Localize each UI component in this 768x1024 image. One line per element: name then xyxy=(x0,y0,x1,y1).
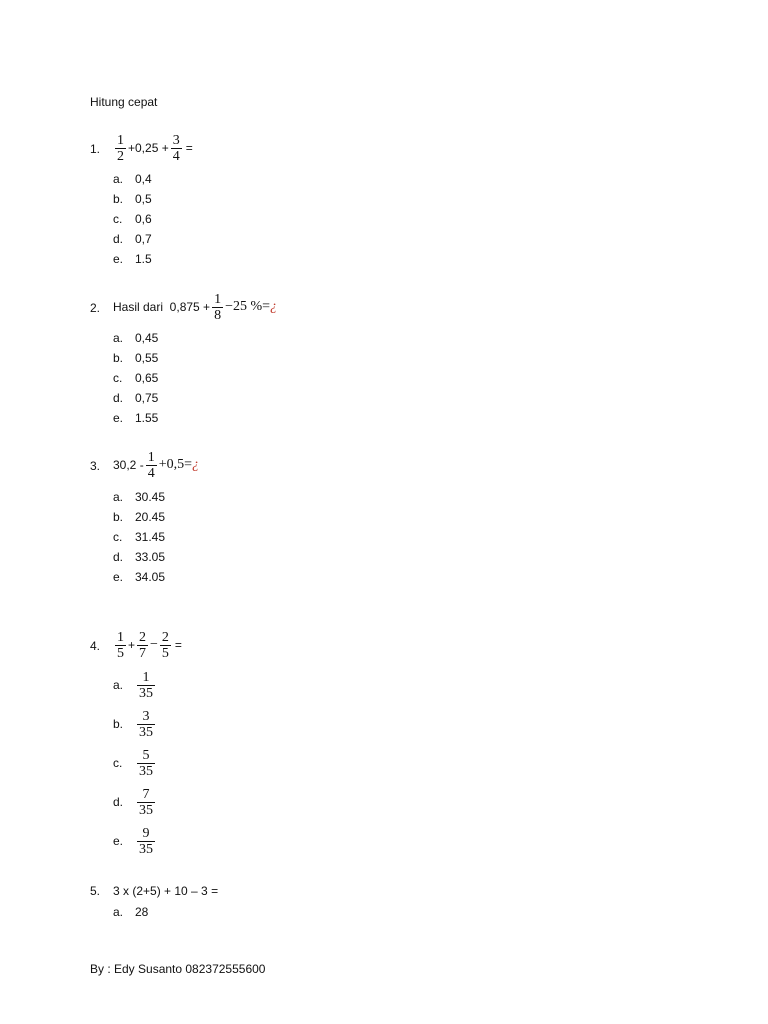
option-text: 31.45 xyxy=(135,530,166,544)
option-letter: e. xyxy=(113,570,124,584)
answer-option xyxy=(113,823,157,859)
fraction xyxy=(160,630,171,661)
option-text: 0,45 xyxy=(135,331,159,345)
answer-option xyxy=(113,706,157,742)
option-text: 30.45 xyxy=(135,490,166,504)
fraction-denominator: 35 xyxy=(139,685,153,701)
option-letter: c. xyxy=(113,530,123,544)
option-letter: c. xyxy=(113,212,123,226)
answer-option xyxy=(113,231,152,247)
answer-option xyxy=(113,251,152,267)
question-number: 1. xyxy=(90,142,101,156)
fraction-denominator: 4 xyxy=(172,148,180,164)
answer-option xyxy=(113,529,165,545)
fraction-numerator: 1 xyxy=(142,669,150,685)
answer-option xyxy=(113,509,165,525)
answer-option xyxy=(113,191,152,207)
option-text: 0,55 xyxy=(135,351,159,365)
question-expression xyxy=(113,448,199,482)
option-letter: e. xyxy=(113,834,124,848)
answer-option xyxy=(113,211,152,227)
option-text: 1.5 xyxy=(135,252,152,266)
option-text: 0,7 xyxy=(135,232,152,246)
answer-option xyxy=(113,489,165,505)
option-text: 0,4 xyxy=(135,172,152,186)
fraction xyxy=(171,133,182,164)
answer-option xyxy=(113,390,158,406)
answer-option xyxy=(113,667,157,703)
answer-option xyxy=(113,370,158,386)
option-text: 1.55 xyxy=(135,411,159,425)
fraction xyxy=(115,630,126,661)
answer-option xyxy=(113,784,157,820)
option-fraction xyxy=(137,709,155,740)
question-number: 4. xyxy=(90,639,101,653)
option-letter: c. xyxy=(113,371,123,385)
answer-option xyxy=(113,350,158,366)
fraction-numerator: 5 xyxy=(142,747,150,763)
question-expression xyxy=(113,131,193,165)
operator: − xyxy=(150,637,158,652)
fraction-denominator: 35 xyxy=(139,802,153,818)
option-letter: b. xyxy=(113,192,124,206)
option-text: 0,65 xyxy=(135,371,159,385)
answer-option xyxy=(113,745,157,781)
expression-text: +0,25 + xyxy=(128,141,169,155)
option-letter: d. xyxy=(113,391,124,405)
answer-option xyxy=(113,330,158,346)
fraction xyxy=(146,450,157,481)
equals-sign: = xyxy=(174,638,182,652)
answer-option xyxy=(113,410,158,426)
fraction-denominator: 7 xyxy=(139,645,147,661)
fraction-denominator: 5 xyxy=(117,645,124,661)
page-title: Hitung cepat xyxy=(90,95,158,109)
option-text: 34.05 xyxy=(135,570,166,584)
fraction-numerator: 3 xyxy=(142,708,150,724)
fraction-denominator: 35 xyxy=(139,763,153,779)
fraction-denominator: 5 xyxy=(161,645,169,661)
expression-text: 30,2 - xyxy=(113,458,144,472)
option-fraction xyxy=(137,748,155,779)
operator: + xyxy=(128,638,136,652)
option-fraction xyxy=(137,787,155,818)
fraction-numerator: 9 xyxy=(142,825,150,841)
option-letter: d. xyxy=(113,550,124,564)
option-letter: d. xyxy=(113,232,124,246)
fraction xyxy=(212,292,223,323)
fraction-denominator: 35 xyxy=(139,841,153,857)
fraction-denominator: 35 xyxy=(139,724,153,740)
option-letter: a. xyxy=(113,905,124,919)
expression-text: −25 %= xyxy=(225,299,271,314)
option-letter: e. xyxy=(113,252,124,266)
fraction-numerator: 2 xyxy=(161,629,169,645)
expression-text: +0,5= xyxy=(158,457,192,472)
option-letter: a. xyxy=(113,172,124,186)
question-number: 5. xyxy=(90,884,101,898)
option-letter: d. xyxy=(113,795,124,809)
fraction xyxy=(137,630,148,661)
fraction-denominator: 2 xyxy=(117,148,124,164)
question-expression xyxy=(113,628,182,662)
fraction-numerator: 2 xyxy=(139,629,147,645)
fraction-numerator: 7 xyxy=(142,786,150,802)
question-number: 3. xyxy=(90,459,101,473)
fraction xyxy=(115,133,126,164)
question-number: 2. xyxy=(90,301,101,315)
option-text: 0,5 xyxy=(135,192,152,206)
option-text: 0,6 xyxy=(135,212,152,226)
inverted-question-mark: ¿ xyxy=(191,457,199,472)
option-letter: a. xyxy=(113,331,124,345)
inverted-question-mark: ¿ xyxy=(270,299,278,314)
fraction-numerator: 3 xyxy=(172,132,180,148)
option-fraction xyxy=(137,826,155,857)
fraction-denominator: 8 xyxy=(214,307,222,323)
option-letter: b. xyxy=(113,510,124,524)
fraction-numerator: 1 xyxy=(117,629,124,645)
author-footer: By : Edy Susanto 082372555600 xyxy=(90,962,266,976)
expression-text: Hasil dari 0,875 + xyxy=(113,300,211,314)
option-letter: b. xyxy=(113,351,124,365)
fraction-numerator: 1 xyxy=(117,132,124,148)
answer-option xyxy=(113,569,165,585)
option-letter: a. xyxy=(113,678,124,692)
equals-sign: = xyxy=(185,141,193,155)
question-expression xyxy=(113,290,277,324)
option-text: 0,75 xyxy=(135,391,159,405)
fraction-numerator: 1 xyxy=(214,291,222,307)
answer-option xyxy=(113,904,148,920)
option-letter: a. xyxy=(113,490,124,504)
option-letter: e. xyxy=(113,411,124,425)
fraction-numerator: 1 xyxy=(147,449,155,465)
answer-option xyxy=(113,549,165,565)
option-letter: b. xyxy=(113,717,124,731)
option-text: 28 xyxy=(135,905,149,919)
option-text: 33.05 xyxy=(135,550,166,564)
option-fraction xyxy=(137,670,155,701)
answer-option xyxy=(113,171,152,187)
fraction-denominator: 4 xyxy=(147,465,155,481)
option-text: 20.45 xyxy=(135,510,166,524)
question-expression: 3 x (2+5) + 10 – 3 = xyxy=(113,884,219,898)
option-letter: c. xyxy=(113,756,123,770)
